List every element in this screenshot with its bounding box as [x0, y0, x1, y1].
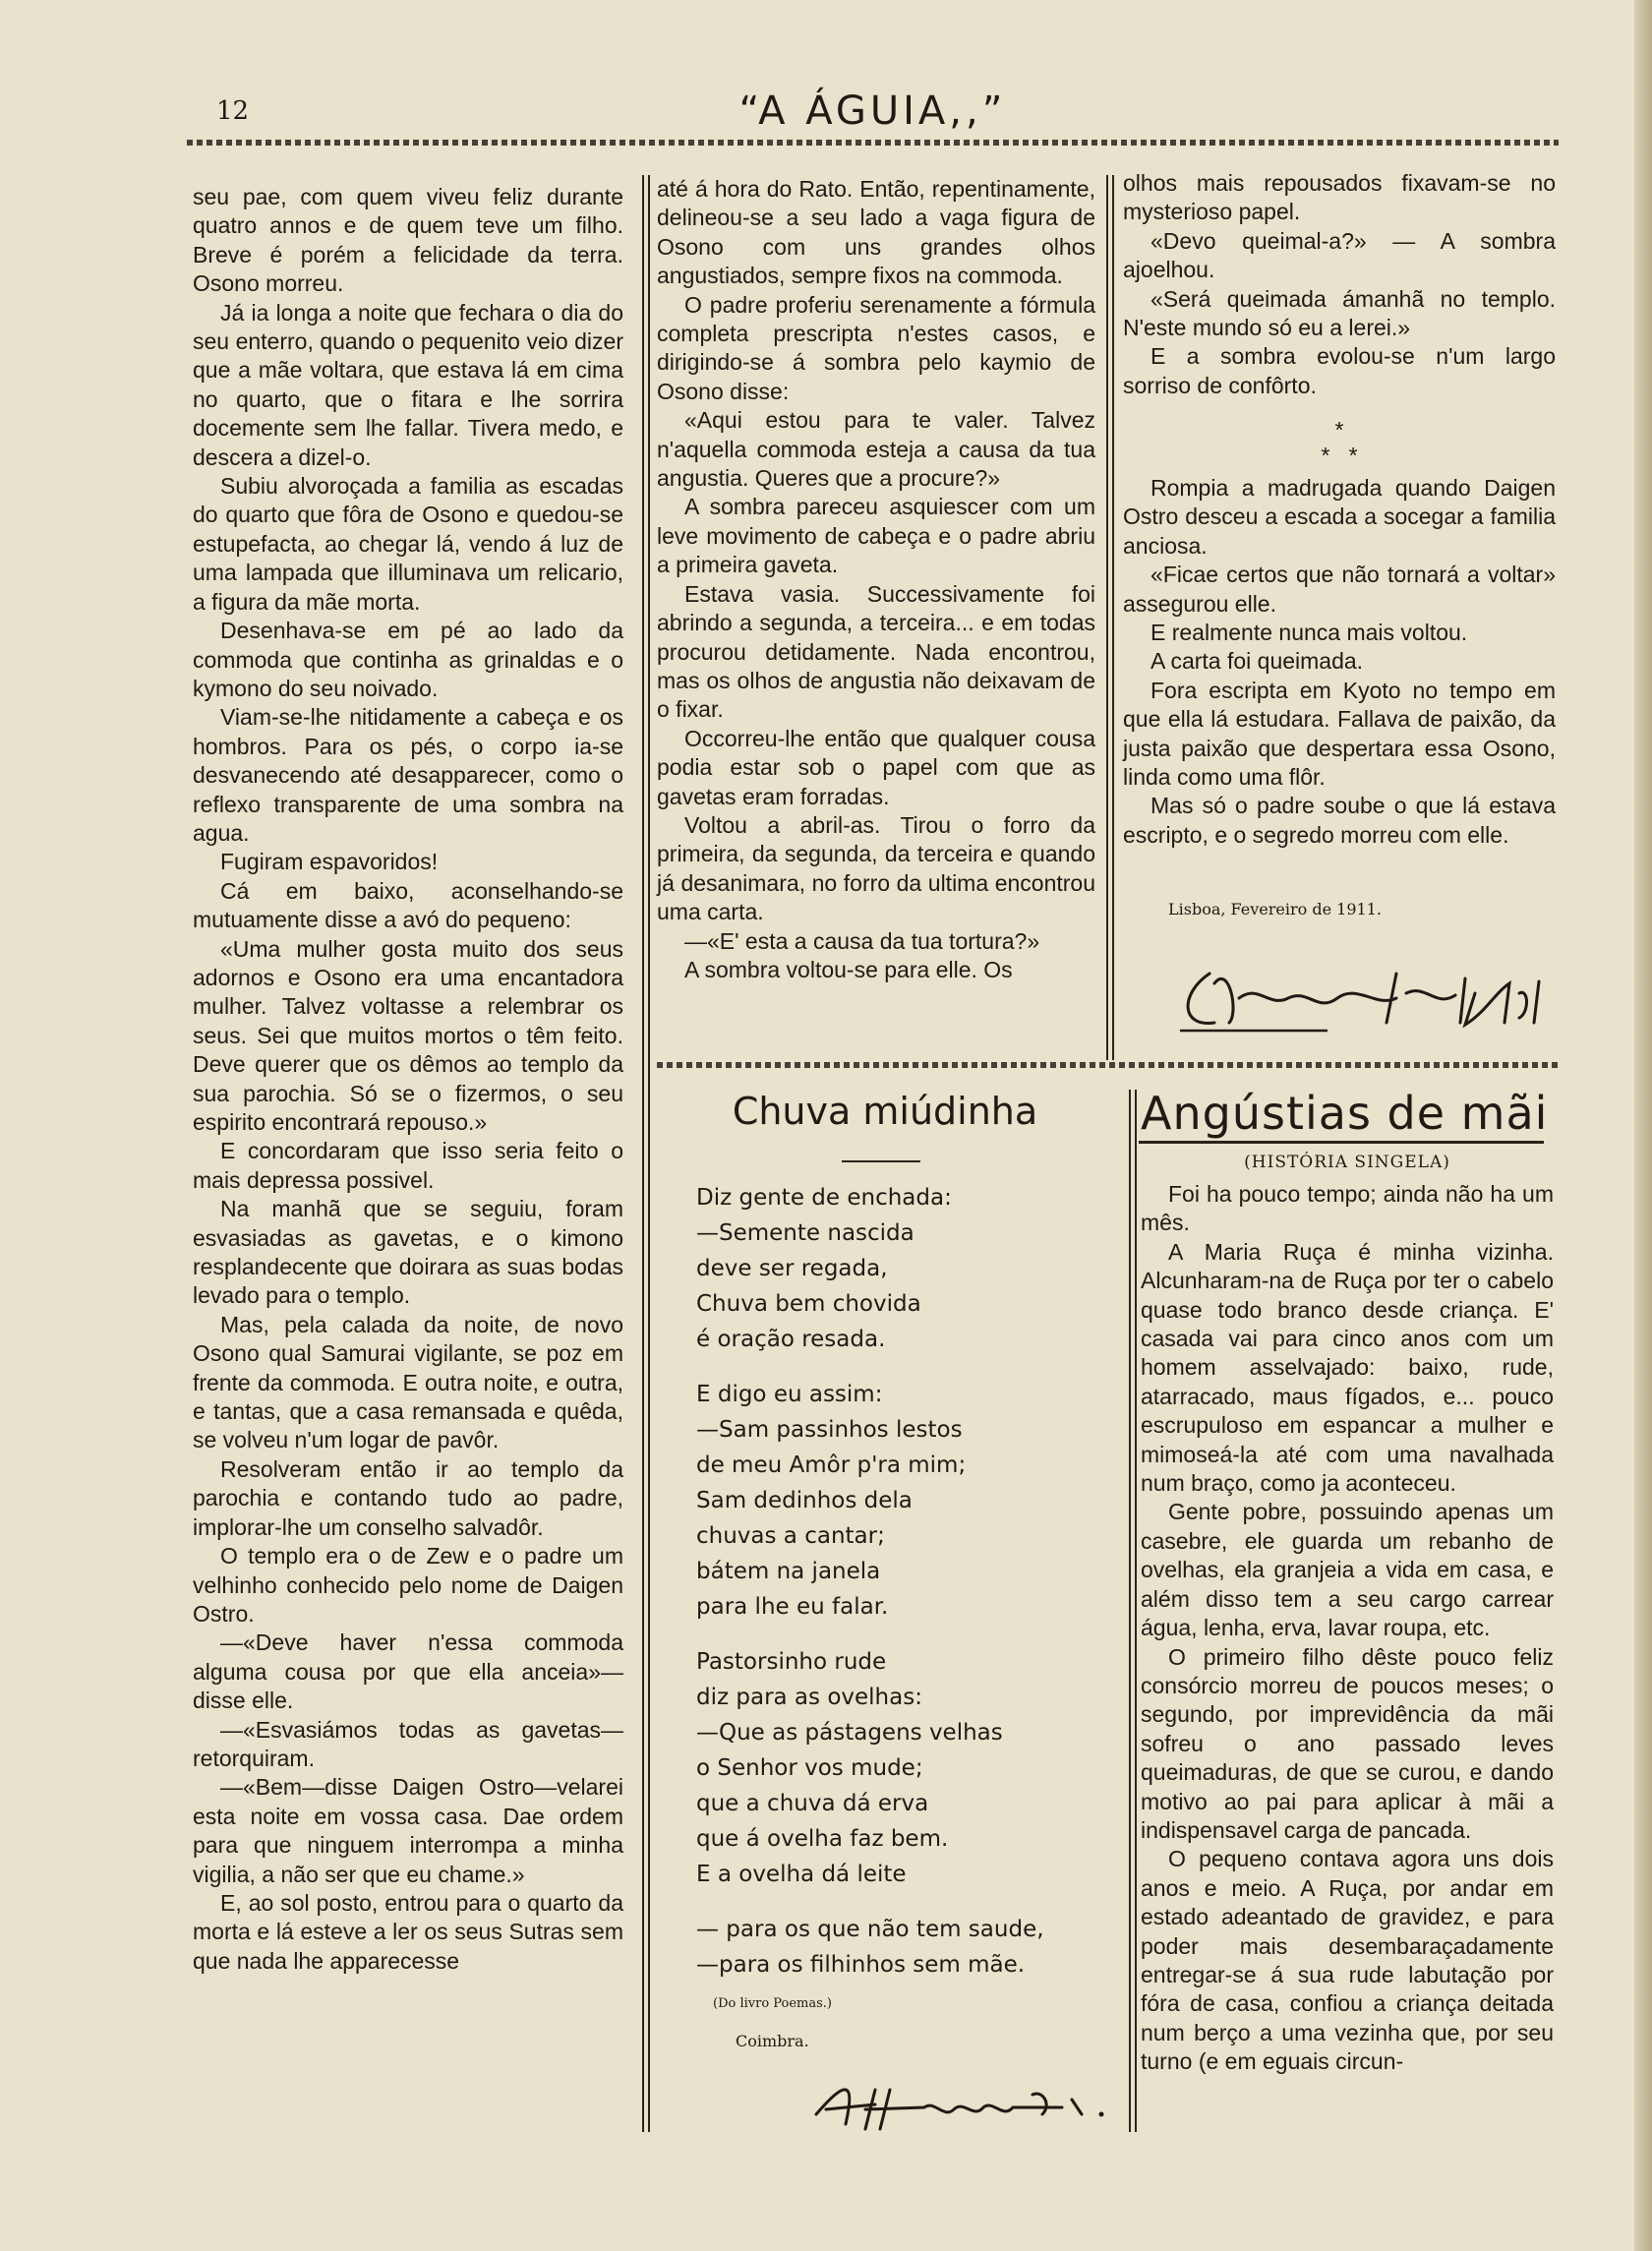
poem-line: — para os que não tem saude,: [696, 1917, 1044, 1942]
stanza-gap: [696, 1357, 1044, 1377]
paragraph: —«Esvasiámos todas as gavetas— retorquiram.: [193, 1716, 623, 1771]
column-divider: [1106, 175, 1108, 1060]
section-break: [1123, 417, 1556, 468]
poem-line: bátem na janela: [696, 1559, 881, 1584]
poem-line: que a chuva dá erva: [696, 1791, 929, 1816]
paragraph: Desenhava-se em pé ao lado da commoda que continha as grinaldas e o kymono do seu noivado.: [193, 618, 623, 701]
poem-line: Pastorsinho rude: [696, 1649, 887, 1675]
paragraph: Já ia longa a noite que fechara o dia do seu enterro, quando o pequenito veio dizer que a mãe voltara, que estava lá em cima no quarto, que o fitara e lhe sorrira docemente sem lhe fallar. Tivera medo, e descera a dizel-o.: [193, 299, 623, 470]
paragraph: O pequeno contava agora uns dois anos e meio. A Ruça, por andar em estado adeantado de gravidez, e para poder mais desembaraçadamente entregar-se á sua rude labutação por fóra de casa, confiou a criança deitada num berço a uma vezinha que, por seu turno (e em eguais circun-: [1141, 1846, 1554, 2075]
poem-title: Chuva miúdinha: [732, 1090, 1038, 1133]
paragraph: «Ficae certos que não tornará a voltar» assegurou elle.: [1123, 562, 1556, 617]
paragraph: —«E' esta a causa da tua tortura?»: [684, 927, 1040, 954]
title-underline: [1139, 1141, 1544, 1144]
column-divider: [1135, 1090, 1137, 2132]
paragraph: A carta foi queimada.: [1150, 648, 1364, 675]
paragraph: Estava vasia. Successivamente foi abrindo a segunda, a terceira... e em todas procurou detidamente. Nada encontrou, mas os olhos de angustia não deixavam de o fixar.: [657, 580, 1095, 723]
paragraph: O padre proferiu serenamente a fórmula completa prescripta n'estes casos, e dirigindo-se á sombra pelo kaymio de Osono disse:: [657, 291, 1095, 404]
paragraph: A Maria Ruça é minha vizinha. Alcunharam-na de Ruça por ter o cabelo quase todo branco desde criança. E' casada vai para cinco anos com um homem asselvajado: baixo, rude, atarracado, maus fígados, e... pouco escrupuloso em espancar a mulher e mimoseá-la até com uma navalhada num braço, como ja aconteceu.: [1141, 1238, 1554, 1497]
paragraph: «Uma mulher gosta muito dos seus adornos e Osono era uma encantadora mulher. Talvez voltasse a relembrar os seus. Sei que muitos mortos o têm feito. Deve querer que os dêmos ao templo da sua parochia. Só se o fizermos, o seu espirito encontrará repouso.»: [193, 935, 623, 1135]
poem-line: chuvas a cantar;: [696, 1523, 885, 1549]
paragraph: Gente pobre, possuindo apenas um casebre, ele guarda um rebanho de ovelhas, ela granjeia a vida em casa, e além disso tem a seu cargo carrear água, lenha, erva, lavar roupa, etc.: [1141, 1499, 1554, 1641]
poem-line: é oração resada.: [696, 1327, 886, 1352]
poem-line: para lhe eu falar.: [696, 1594, 889, 1620]
section-rule: [657, 1062, 1558, 1068]
column-divider: [648, 175, 650, 2132]
paragraph: Occorreu-lhe então que qualquer cousa podia estar sob o papel com que as gavetas eram forradas.: [657, 725, 1095, 809]
header-rule: [187, 140, 1559, 146]
paragraph: Fugiram espavoridos!: [220, 849, 439, 875]
poem-line: E a ovelha dá leite: [696, 1862, 907, 1887]
signature-image: [806, 2070, 1111, 2139]
paragraph: —«Bem—disse Daigen Ostro—velarei esta noite em vossa casa. Dae ordem para que ninguem interrompa a minha vigilia, a não ser que eu chame.»: [193, 1774, 623, 1887]
paragraph: «Será queimada ámanhã no templo. N'este mundo só eu a lerei.»: [1123, 285, 1556, 341]
column-1: [193, 183, 623, 1976]
title-rule: [842, 1160, 920, 1162]
poem-line: —Semente nascida: [696, 1220, 914, 1246]
page-number: 12: [216, 96, 250, 126]
column-3-continued: [1123, 474, 1556, 850]
poem-line: que á ovelha faz bem.: [696, 1826, 949, 1852]
story-subtitle: (HISTÓRIA SINGELA): [1244, 1153, 1450, 1172]
story-title: Angústias de mãi: [1141, 1087, 1549, 1140]
paragraph: O primeiro filho dêste pouco feliz consórcio morreu de poucos meses; o segundo, por imprevidência da mãi sofreu o ano passado leves queimaduras, de que se curou, e dando motivo ao pai para aplicar à mãi a indispensavel carga de pancada.: [1141, 1643, 1554, 1843]
column-divider: [1129, 1090, 1131, 2132]
paragraph: olhos mais repousados fixavam-se no mysterioso papel.: [1123, 170, 1556, 225]
paragraph: E a sombra evolou-se n'um largo sorriso de confôrto.: [1123, 343, 1556, 398]
paragraph: Resolveram então ir ao templo da parochia e contando tudo ao padre, implorar-lhe um conselho salvadôr.: [193, 1455, 623, 1540]
paragraph: E concordaram que isso seria feito o mais depressa possivel.: [193, 1138, 623, 1193]
poem-line: o Senhor vos mude;: [696, 1755, 923, 1781]
poem-line: Sam dedinhos dela: [696, 1488, 913, 1513]
poem-body: [696, 1180, 1044, 1983]
paragraph: Rompia a madrugada quando Daigen Ostro desceu a escada a socegar a familia anciosa.: [1123, 475, 1556, 559]
column-divider: [642, 175, 644, 2132]
column-divider: [1112, 175, 1114, 1060]
stanza-gap: [696, 1892, 1044, 1912]
poem-line: E digo eu assim:: [696, 1382, 883, 1407]
poem-line: de meu Amôr p'ra mim;: [696, 1452, 967, 1478]
paragraph: A sombra voltou-se para elle. Os: [684, 956, 1013, 982]
poem-line: deve ser regada,: [696, 1256, 888, 1281]
stanza-gap: [696, 1625, 1044, 1644]
page-header: [187, 89, 1559, 148]
paragraph: seu pae, com quem viveu feliz durante quatro annos e de quem teve um filho. Breve é porém a felicidade da terra. Osono morreu.: [193, 184, 623, 297]
signature-image: [1170, 954, 1564, 1042]
dateline: Lisboa, Fevereiro de 1911.: [1168, 900, 1382, 918]
paragraph: Voltou a abril-as. Tirou o forro da primeira, da segunda, da terceira e quando já desanimara, no forro da ultima encontrou uma carta.: [657, 811, 1095, 925]
story-body: [1141, 1180, 1554, 2077]
paragraph: até á hora do Rato. Então, repentinamente, delineou-se a seu lado a vaga figura de Osono com uns grandes olhos angustiados, sempre fixos na commoda.: [657, 176, 1095, 289]
poem-line: —Sam passinhos lestos: [696, 1417, 963, 1443]
paragraph: Viam-se-lhe nitidamente a cabeça e os hombros. Para os pés, o corpo ia-se desvanecendo até desapparecer, como o reflexo transparente de uma sombra na agua.: [193, 704, 623, 846]
poem-source: (Do livro Poemas.): [713, 1996, 832, 2011]
magazine-title: “A ÁGUIA,,”: [738, 89, 1007, 134]
page-edge: [1634, 0, 1652, 2251]
paragraph: Foi ha pouco tempo; ainda não ha um mês.: [1141, 1181, 1554, 1236]
poem-line: Chuva bem chovida: [696, 1291, 921, 1317]
column-2: [657, 175, 1095, 984]
poem-place: Coimbra.: [736, 2032, 809, 2050]
poem-line: Diz gente de enchada:: [696, 1185, 952, 1211]
paragraph: «Aqui estou para te valer. Talvez n'aquella commoda esteja a causa da tua angustia. Queres que a procure?»: [657, 407, 1095, 492]
paragraph: E, ao sol posto, entrou para o quarto da morta e lá esteve a ler os seus Sutras sem que nada lhe apparecesse: [193, 1889, 623, 1974]
column-3: [1123, 169, 1556, 400]
paragraph: Mas, pela calada da noite, de novo Osono qual Samurai vigilante, se poz em frente da commoda. E outra noite, e outra, e tantas, que a casa remansada e quêda, se volveu n'um logar de pavôr.: [193, 1311, 623, 1453]
paragraph: Na manhã que se seguiu, foram esvasiadas as gavetas, e o kimono resplandecente que doirara as suas bodas levado para o templo.: [193, 1196, 623, 1309]
paragraph: «Devo queimal-a?» — A sombra ajoelhou.: [1123, 227, 1556, 283]
paragraph: Fora escripta em Kyoto no tempo em que ella lá estudara. Fallava de paixão, da justa paixão que despertara essa Osono, linda como uma flôr.: [1123, 677, 1556, 791]
paragraph: E realmente nunca mais voltou.: [1150, 620, 1468, 646]
poem-line: diz para as ovelhas:: [696, 1685, 922, 1710]
paragraph: Cá em baixo, aconselhando-se mutuamente disse a avó do pequeno:: [193, 877, 623, 933]
poem-line: —para os filhinhos sem mãe.: [696, 1952, 1026, 1978]
paragraph: Mas só o padre soube o que lá estava escripto, e o segredo morreu com elle.: [1123, 793, 1556, 848]
paragraph: —«Deve haver n'essa commoda alguma cousa por que ella anceia»— disse elle.: [193, 1629, 623, 1714]
paragraph: Subiu alvoroçada a familia as escadas do quarto que fôra de Osono e quedou-se estupefacta, ao chegar lá, vendo á luz de uma lampada que illuminava um relicario, a figura da mãe morta.: [193, 473, 623, 615]
poem-line: —Que as pástagens velhas: [696, 1720, 1003, 1746]
paragraph: A sombra pareceu asquiescer com um leve movimento de cabeça e o padre abriu a primeira gaveta.: [657, 494, 1095, 578]
asterisks: * * *: [1321, 417, 1358, 468]
paragraph: O templo era o de Zew e o padre um velhinho conhecido pelo nome de Daigen Ostro.: [193, 1543, 623, 1627]
